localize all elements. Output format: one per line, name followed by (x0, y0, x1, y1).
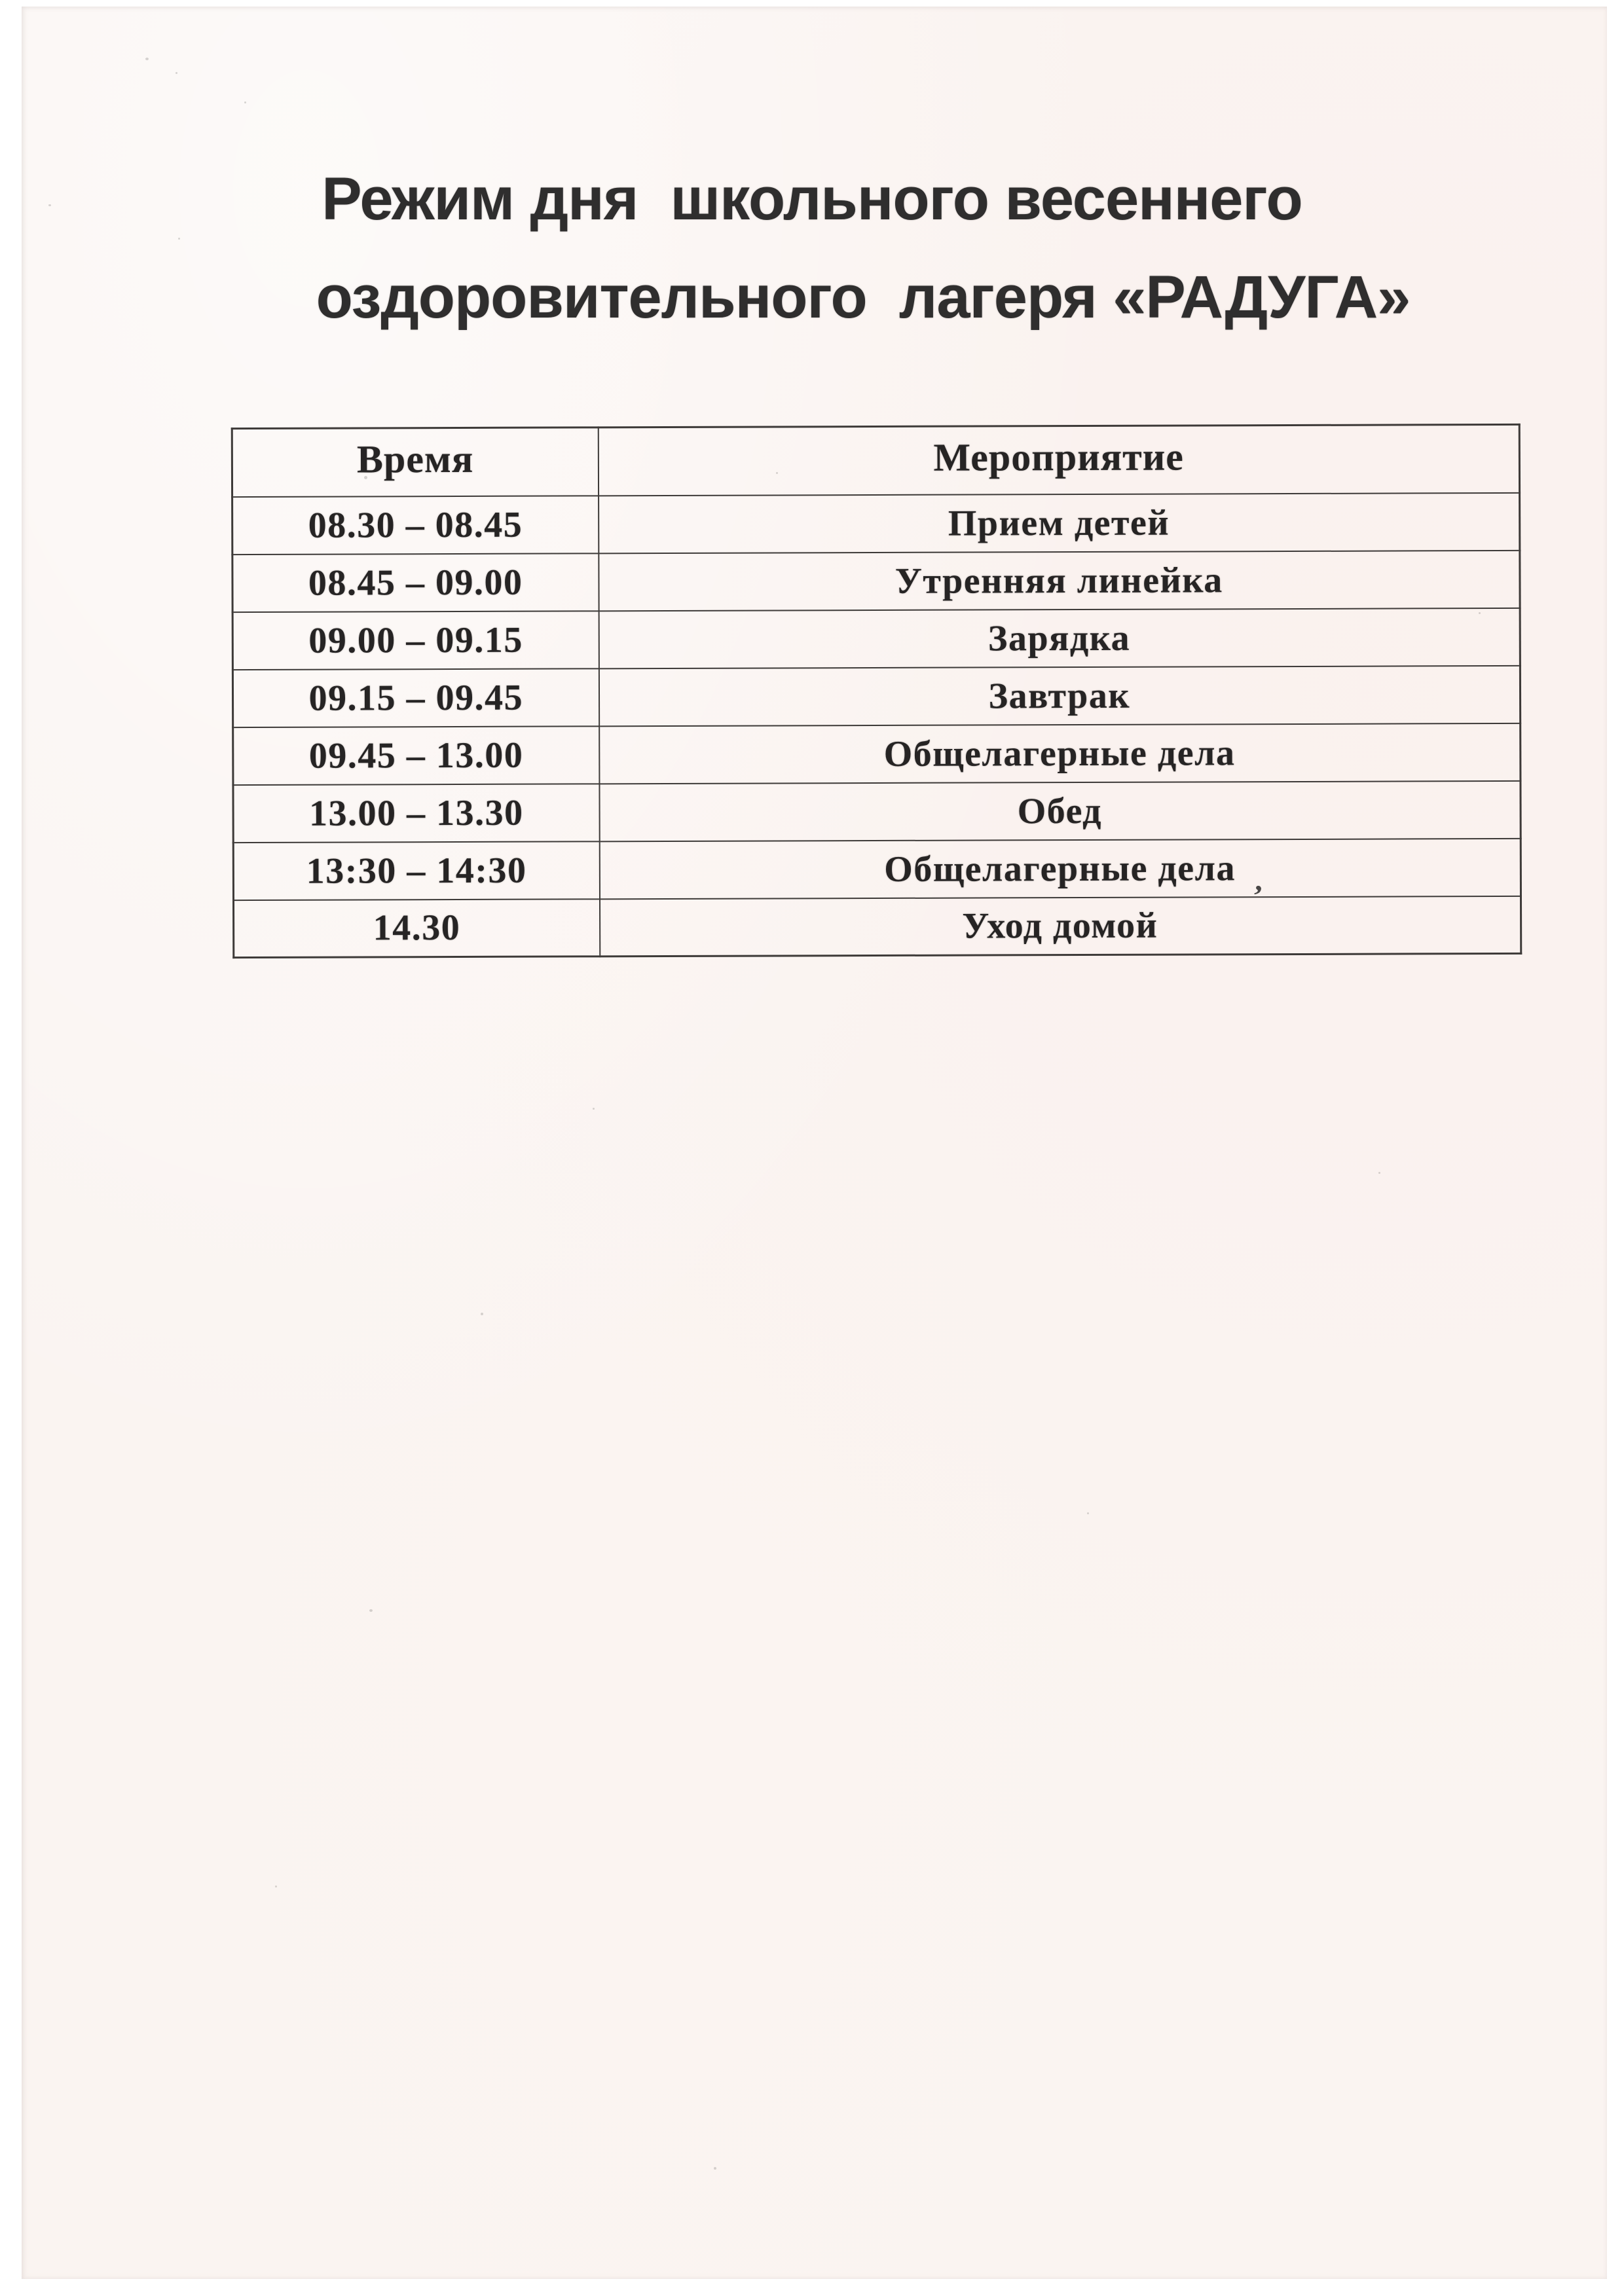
table-row (233, 780, 1521, 842)
time-cell: 09.15 – 09.45 (232, 668, 599, 727)
activity-cell: Утренняя линейка (599, 550, 1520, 610)
time-cell: 13:30 – 14:30 (233, 841, 599, 900)
time-cell: 08.30 – 08.45 (232, 496, 599, 555)
schedule-table (231, 424, 1522, 958)
scan-speck (776, 472, 778, 474)
table-header-row (232, 424, 1519, 496)
page-title-line-2: оздоровительного лагеря «РАДУГА» (316, 264, 1411, 331)
table-row (232, 550, 1520, 611)
time-column-header: Время (232, 428, 598, 497)
activity-column-header: Мероприятие (598, 424, 1519, 495)
scan-speck (481, 1313, 483, 1315)
paper (22, 7, 1607, 2279)
scan-speck (714, 2167, 716, 2170)
scan-speck (1479, 612, 1481, 614)
page-title-line-1: Режим дня школьного весеннего (322, 166, 1302, 232)
table-row (232, 665, 1520, 727)
time-cell: 09.45 – 13.00 (233, 726, 599, 785)
scan-speck (593, 1108, 595, 1110)
time-cell: 14.30 (234, 899, 600, 958)
schedule-table-container (231, 424, 1521, 957)
time-cell: 13.00 – 13.30 (233, 784, 599, 843)
activity-cell: Прием детей (599, 492, 1520, 553)
scan-speck (175, 72, 177, 74)
scan-speck (1378, 1172, 1380, 1174)
scan-artifact-comma: , (1253, 863, 1266, 898)
table-row (232, 492, 1520, 554)
table-row (232, 608, 1520, 669)
activity-cell: Уход домой (599, 896, 1521, 956)
scan-speck (367, 822, 369, 824)
table-row (233, 723, 1521, 784)
activity-cell: Зарядка (599, 608, 1520, 668)
activity-cell: Завтрак (599, 665, 1520, 725)
scan-speck (275, 1886, 277, 1887)
scan-speck (1087, 1512, 1089, 1514)
activity-cell: Обед (599, 780, 1521, 841)
scan-speck (48, 204, 51, 206)
scan-speck (369, 1609, 373, 1612)
activity-cell: Общелагерные дела (599, 838, 1521, 898)
scan-speck (364, 476, 367, 479)
time-cell: 09.00 – 09.15 (232, 611, 599, 670)
scan-speck (178, 238, 180, 240)
scan-speck (244, 101, 246, 103)
table-row (234, 896, 1521, 957)
time-cell: 08.45 – 09.00 (232, 553, 599, 612)
scan-speck (145, 58, 149, 60)
table-row (233, 838, 1521, 900)
activity-cell: Общелагерные дела (599, 723, 1521, 783)
